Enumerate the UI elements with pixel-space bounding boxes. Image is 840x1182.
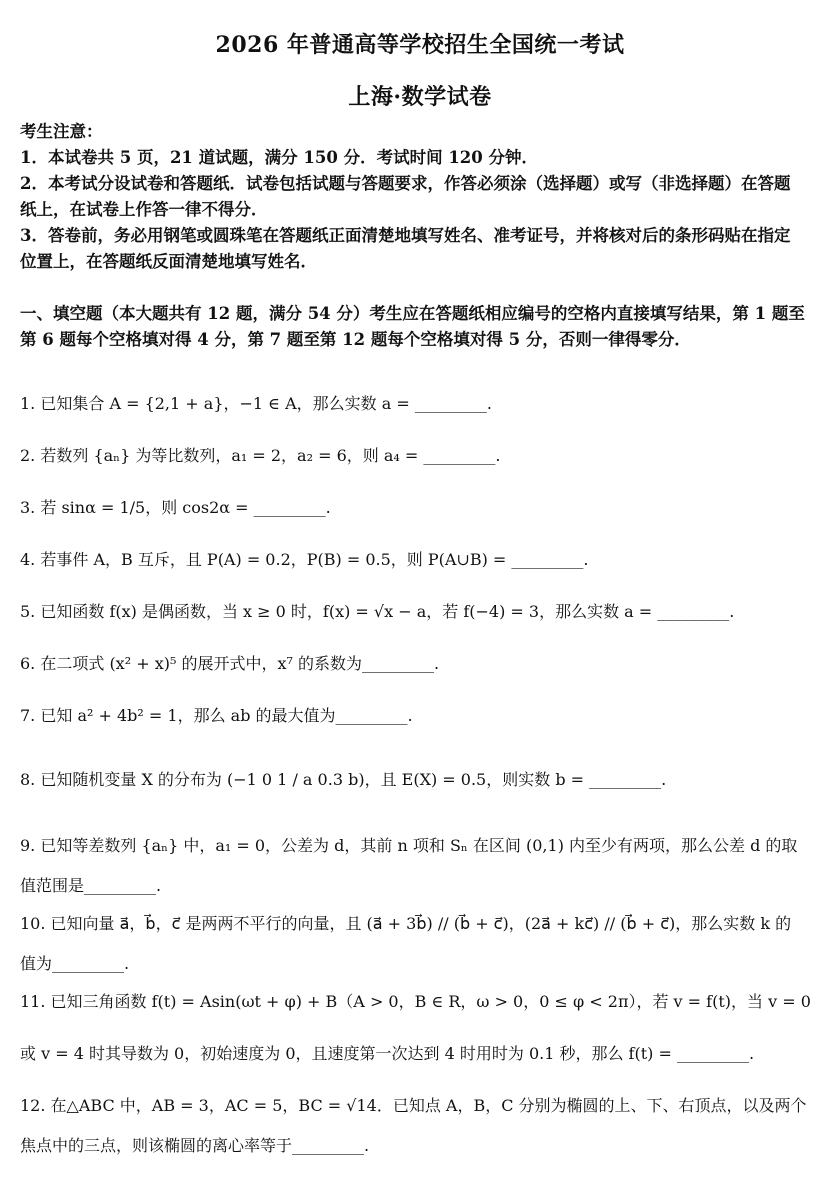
question-1: 1. 已知集合 A = {2,1 + a}，−1 ∈ A，那么实数 a = _________. (20, 394, 492, 413)
question-8: 8. 已知随机变量 X 的分布为 (−1 0 1 / a 0.3 b)，且 E(X) = 0.5，则实数 b = _________. (20, 770, 667, 789)
note-line: 纸上，在试卷上作答一律不得分． (20, 200, 268, 219)
question-12-cont: 焦点中的三点，则该椭圆的离心率等于_________. (20, 1136, 370, 1155)
question-3: 3. 若 sinα = 1/5，则 cos2α = _________. (20, 498, 331, 517)
note-line: 1．本试卷共 5 页，21 道试题，满分 150 分．考试时间 120 分钟． (20, 148, 539, 167)
note-line: 位置上，在答题纸反面清楚地填写姓名． (20, 252, 317, 271)
section-instructions: 一、填空题（本大题共有 12 题，满分 54 分）考生应在答题纸相应编号的空格内直接填写结果，第 1 题至 (20, 304, 805, 323)
question-9-cont: 值范围是_________. (20, 876, 162, 895)
question-12: 12. 在△ABC 中，AB = 3，AC = 5，BC = √14．已知点 A，B，C 分别为椭圆的上、下、右顶点，以及两个 (20, 1096, 807, 1115)
question-2: 2. 若数列 {aₙ} 为等比数列，a₁ = 2，a₂ = 6，则 a₄ = _________. (20, 446, 501, 465)
question-11: 11. 已知三角函数 f(t) = Asin(ωt + φ) + B（A > 0，B ∈ R，ω > 0，0 ≤ φ < 2π），若 v = f(t)，当 v = 0 (20, 992, 811, 1011)
question-5: 5. 已知函数 f(x) 是偶函数，当 x ≥ 0 时，f(x) = √x − a，若 f(−4) = 3，那么实数 a = _________. (20, 602, 735, 621)
note-line: 3．答卷前，务必用钢笔或圆珠笔在答题纸正面清楚地填写姓名、准考证号，并将核对后的条形码贴在指定 (20, 226, 791, 245)
question-9: 9. 已知等差数列 {aₙ} 中，a₁ = 0，公差为 d，其前 n 项和 Sₙ 在区间 (0,1) 内至少有两项，那么公差 d 的取 (20, 836, 798, 855)
question-7: 7. 已知 a² + 4b² = 1，那么 ab 的最大值为_________. (20, 706, 413, 725)
notes-heading: 考生注意： (20, 122, 103, 141)
section-instructions: 第 6 题每个空格填对得 4 分，第 7 题至第 12 题每个空格填对得 5 分，否则一律得零分． (20, 330, 691, 349)
question-6: 6. 在二项式 (x² + x)⁵ 的展开式中，x⁷ 的系数为_________. (20, 654, 440, 673)
exam-subtitle: 上海·数学试卷 (348, 84, 492, 110)
question-10: 10. 已知向量 a⃗，b⃗，c⃗ 是两两不平行的向量，且 (a⃗ + 3b⃗) // (b⃗ + c⃗)，(2a⃗ + kc⃗) // (b⃗ + c⃗)，那么实数 k 的 (20, 914, 792, 933)
question-10-cont: 值为_________. (20, 954, 130, 973)
question-4: 4. 若事件 A，B 互斥，且 P(A) = 0.2，P(B) = 0.5，则 P(A∪B) = _________. (20, 550, 589, 569)
question-11-cont: 或 v = 4 时其导数为 0，初始速度为 0，且速度第一次达到 4 时用时为 0.1 秒，那么 f(t) = _________. (20, 1044, 755, 1063)
exam-title: 2026 年普通高等学校招生全国统一考试 (215, 32, 625, 58)
note-line: 2．本考试分设试卷和答题纸．试卷包括试题与答题要求，作答必须涂（选择题）或写（非选择题）在答题 (20, 174, 791, 193)
